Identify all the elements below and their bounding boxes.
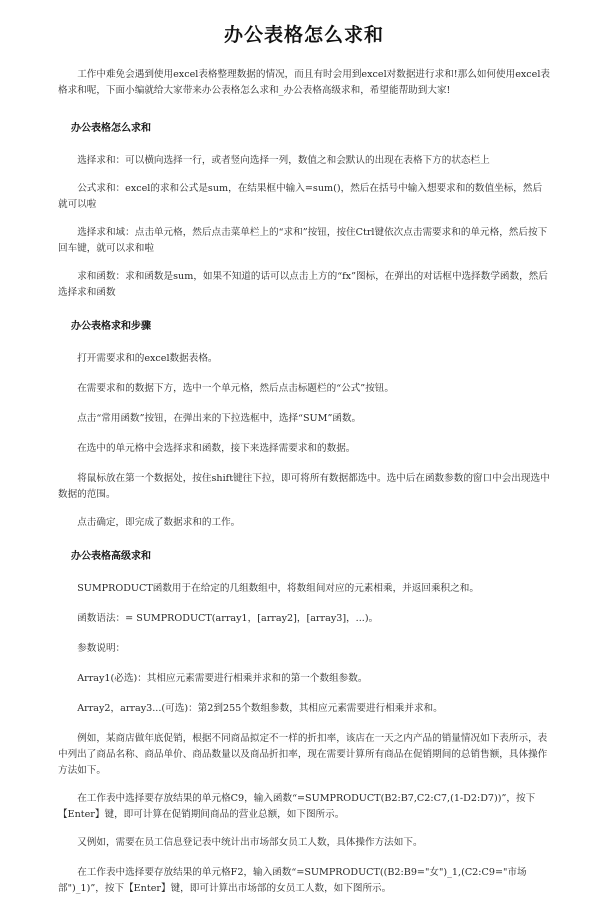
paragraph: 选择求和域：点击单元格，然后点击菜单栏上的“求和”按钮，按住Ctrl键依次点击需要求和的单元格，然后按下回车键，就可以求和啦 <box>58 227 548 254</box>
paragraph: Array1(必选)：其相应元素需要进行相乘并求和的第一个数组参数。 <box>77 673 368 684</box>
paragraph: 在需要求和的数据下方，选中一个单元格，然后点击标题栏的“公式”按钮。 <box>77 383 394 394</box>
paragraph: 在选中的单元格中会选择求和函数，接下来选择需要求和的数据。 <box>77 443 356 454</box>
paragraph: 例如，某商店做年底促销，根据不同商品拟定不一样的折扣率，该店在一天之内产品的销量情况如下表所示，表中列出了商品名称、商品单价、商品数量以及商品折扣率，现在需要计算所有商品在促销期间的总销售额，具体操作方法如下。 <box>58 733 548 776</box>
paragraph: 选择求和：可以横向选择一行，或者竖向选择一列，数值之和会默认的出现在表格下方的状态栏上 <box>77 155 490 166</box>
paragraph: 打开需要求和的excel数据表格。 <box>77 353 218 364</box>
paragraph: 点击“常用函数”按钮，在弹出来的下拉选框中，选择“SUM”函数。 <box>77 413 362 424</box>
paragraph: Array2，array3...(可选)：第2到255个数组参数，其相应元素需要进行相乘并求和。 <box>77 703 443 714</box>
paragraph: SUMPRODUCT函数用于在给定的几组数组中，将数组间对应的元素相乘，并返回乘积之和。 <box>77 583 479 594</box>
section-heading-steps: 办公表格求和步骤 <box>71 321 151 332</box>
intro-paragraph: 工作中难免会遇到使用excel表格整理数据的情况，而且有时会用到excel对数据进行求和!那么如何使用excel表格求和呢，下面小编就给大家带来办公表格怎么求和_办公表格高级求和，希望能帮助到大家! <box>58 69 551 96</box>
paragraph: 又例如，需要在员工信息登记表中统计出市场部女员工人数，具体操作方法如下。 <box>77 837 423 848</box>
paragraph: 求和函数：求和函数是sum，如果不知道的话可以点击上方的“fx”图标，在弹出的对话框中选择数学函数，然后选择求和函数 <box>58 271 548 298</box>
paragraph: 公式求和：excel的求和公式是sum，在结果框中输入=sum()，然后在括号中输入想要求和的数值坐标，然后就可以啦 <box>58 183 543 210</box>
paragraph: 在工作表中选择要存放结果的单元格C9，输入函数“=SUMPRODUCT(B2:B7,C2:C7,(1-D2:D7))”，按下【Enter】键，即可计算在促销期间商品的营业总额，如下图所示。 <box>58 793 536 820</box>
paragraph: 点击确定，即完成了数据求和的工作。 <box>77 517 241 528</box>
page-title: 办公表格怎么求和 <box>223 24 384 46</box>
section-heading-advanced-sum: 办公表格高级求和 <box>71 551 151 562</box>
section-heading-how-to-sum: 办公表格怎么求和 <box>71 123 151 134</box>
paragraph: 在工作表中选择要存放结果的单元格F2，输入函数“=SUMPRODUCT((B2:B9="女")_1,(C2:C9="市场部")_1)”，按下【Enter】键，即可计算出市场部的女员工人数，如下图所示。 <box>58 867 527 894</box>
paragraph: 函数语法：= SUMPRODUCT(array1，[array2]，[array3]，...)。 <box>77 613 379 624</box>
paragraph: 参数说明： <box>77 643 126 654</box>
paragraph: 将鼠标放在第一个数据处，按住shift键往下拉，即可将所有数据都选中。选中后在函数参数的窗口中会出现选中数据的范围。 <box>58 473 550 500</box>
